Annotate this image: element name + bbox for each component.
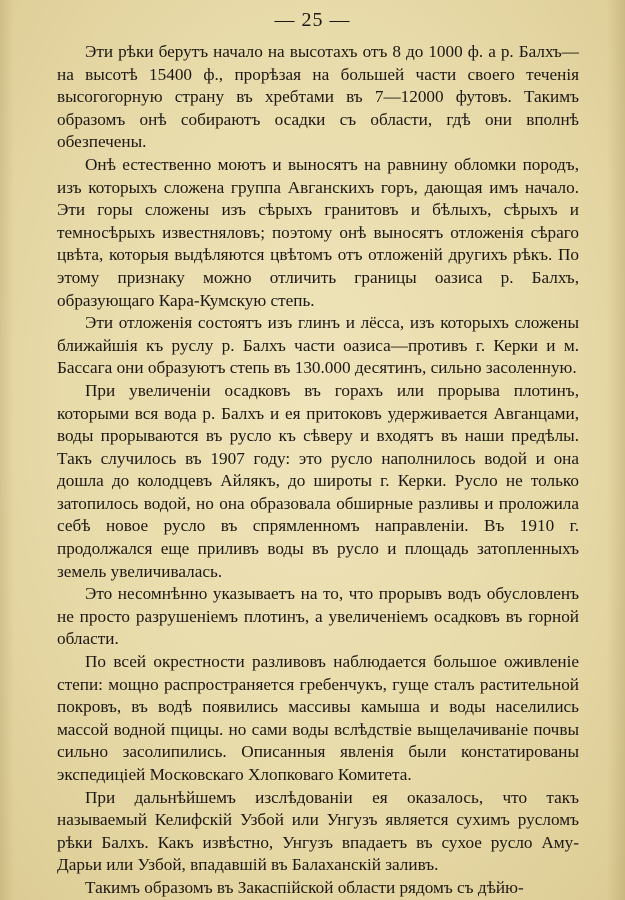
paragraph-1: Эти рѣки берутъ начало на высотахъ отъ 8 до 1000 ф. а р. Балхъ—на высотѣ 15400 ф., прорѣзая на большей части своего теченія высогогорную страну въ хребтами въ 7—12000 футовъ. Такимъ образомъ онѣ собираютъ осадки съ области, гдѣ они вполнѣ обезпечены.	[57, 42, 579, 152]
paragraph-3: Эти отложенія состоятъ изъ глинъ и лёсса, изъ которыхъ сложены ближайшія къ руслу р. Балхъ части оазиса—противъ г. Керки и м. Бассага они образуютъ степь въ 130.000 десятинъ, сильно засоленную.	[57, 313, 579, 378]
paragraph-4: При увеличеніи осадковъ въ горахъ или прорыва плотинъ, которыми вся вода р. Балхъ и ея притоковъ удерживается Авганцами, воды прорываются въ русло къ сѣверу и входятъ въ наши предѣлы. Такъ случилось въ 1907 году: это русло наполнилось водой и она дошла до колодцевъ Айлякъ, до широты г. Керки. Русло не только затопилось водой, но она образовала обширные разливы и проложила себѣ новое русло въ спрямленномъ направленіи. Въ 1910 г. продолжался еще приливъ воды въ русло и площадь затопленныхъ земель увеличивалась.	[57, 380, 579, 581]
page-right-shadow	[607, 0, 625, 900]
page-left-shadow	[0, 0, 14, 900]
paragraph-6: По всей окрестности разливовъ наблюдается большое оживленіе степи: мощно распространяется гребенчукъ, гуще сталъ растительной покровъ, въ водѣ появились массивы камыша и воды населились массой водной пцицы. но сами воды вслѣдствіе выщелачиваніе почвы сильно засолипились. Описанныя явленія были констатированы экспедиціей Московскаго Хлопковаго Комитета.	[57, 652, 579, 784]
paragraph-8: Такимъ образомъ въ Закаспійской области рядомъ съ дѣйю-	[85, 877, 524, 897]
paragraph-5: Это несомнѣнно указываетъ на то, что прорывъ водъ обусловленъ не просто разрушеніемъ плотинъ, а увеличеніемъ осадковъ въ горной области.	[57, 584, 579, 649]
paragraph-2: Онѣ естественно моютъ и выносятъ на равнину обломки породъ, изъ которыхъ сложена группа Авганскихъ горъ, дающая имъ начало. Эти горы сложены изъ сѣрыхъ гранитовъ и бѣлыхъ, сѣрыхъ и темносѣрыхъ известняловъ; поэтому онѣ выносятъ отложенія сѣраго цвѣта, которыя выдѣляются цвѣтомъ отъ отложеній другихъ рѣкъ. По этому признаку можно отличить границы оазиса р. Балхъ, образующаго Кара-Кумскую степь.	[57, 154, 579, 310]
paragraph-7: При дальнѣйшемъ изслѣдованіи ея оказалось, что такъ называемый Келифскій Узбой или Унгузъ является сухимъ русломъ рѣки Балхъ. Какъ извѣстно, Унгузъ впадаетъ въ сухое русло Аму-Дарьи или Узбой, впадавшій въ Балаханскій заливъ.	[57, 787, 579, 875]
page-body	[57, 41, 579, 900]
page-number: — 25 —	[274, 9, 351, 31]
